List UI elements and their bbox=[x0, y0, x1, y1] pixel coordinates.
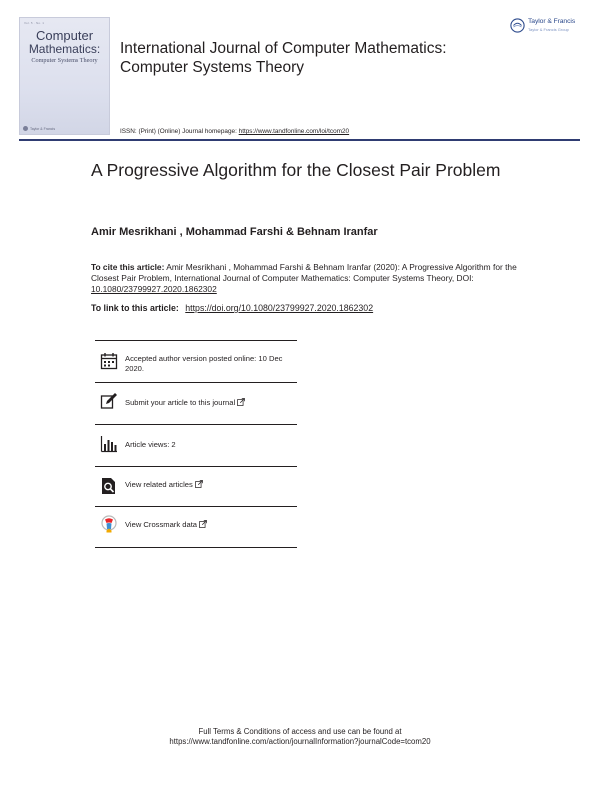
publisher-group: Taylor & Francis Group bbox=[528, 27, 569, 32]
publisher-logo[interactable] bbox=[510, 15, 586, 37]
article-authors: Amir Mesrikhani , Mohammad Farshi & Behnam Iranfar bbox=[91, 226, 378, 238]
publisher-name: Taylor & Francis bbox=[528, 18, 576, 25]
cover-publisher-logo-icon bbox=[23, 126, 28, 131]
citation-label: To cite this article: bbox=[91, 262, 165, 272]
cover-publisher-text: Taylor & Francis bbox=[30, 126, 56, 131]
article-doi-link[interactable]: https://doi.org/10.1080/23799927.2020.1862302 bbox=[185, 303, 374, 313]
submit-text[interactable] bbox=[125, 398, 295, 408]
footer-terms-text: Full Terms & Conditions of access and use can be found at bbox=[198, 727, 402, 736]
crossmark-label: View Crossmark data bbox=[125, 520, 198, 529]
accepted-text: Accepted author version posted online: 10 Dec 2020. bbox=[125, 354, 283, 373]
external-link-icon bbox=[199, 520, 207, 528]
footer bbox=[0, 727, 600, 747]
article-title: A Progressive Algorithm for the Closest Pair Problem bbox=[91, 160, 501, 180]
citation-doi-link[interactable]: 10.1080/23799927.2020.1862302 bbox=[91, 284, 217, 294]
journal-homepage-link[interactable]: https://www.tandfonline.com/loi/tcom20 bbox=[238, 128, 350, 135]
info-submit[interactable] bbox=[95, 383, 297, 425]
views-text: Article views: 2 bbox=[125, 440, 176, 449]
crossmark-icon bbox=[100, 515, 118, 533]
publisher-emblem-icon bbox=[510, 18, 525, 33]
citation-text: Amir Mesrikhani , Mohammad Farshi & Behnam Iranfar (2020): A Progressive Algorithm for the Closest Pair Problem, International Journal of Computer Mathematics: Computer Systems Theory, DOI: bbox=[91, 262, 517, 283]
edit-icon bbox=[100, 392, 118, 410]
crossmark-text[interactable] bbox=[125, 520, 295, 530]
footer-terms-link[interactable]: https://www.tandfonline.com/action/journalInformation?journalCode=tcom20 bbox=[169, 737, 431, 746]
issn-line bbox=[120, 128, 349, 135]
cover-title-line3: Computer Systems Theory bbox=[31, 57, 98, 64]
info-accepted bbox=[95, 341, 297, 383]
header-rule bbox=[19, 139, 580, 141]
external-link-icon bbox=[237, 398, 245, 406]
related-text[interactable] bbox=[125, 480, 295, 490]
info-crossmark[interactable] bbox=[95, 507, 297, 548]
calendar-icon bbox=[100, 352, 118, 370]
bar-chart-icon bbox=[100, 435, 118, 453]
external-link-icon bbox=[195, 480, 203, 488]
article-link-label: To link to this article: bbox=[91, 303, 182, 313]
cover-publisher bbox=[23, 126, 55, 131]
related-articles-icon bbox=[100, 477, 118, 495]
article-link-line bbox=[91, 303, 373, 313]
cover-title-line1: Computer bbox=[35, 28, 94, 43]
info-related[interactable] bbox=[95, 467, 297, 507]
submit-label: Submit your article to this journal bbox=[125, 398, 236, 407]
cover-volume-text: Vol. 5 · No. 1 bbox=[24, 21, 45, 25]
info-views bbox=[95, 425, 297, 467]
issn-text: ISSN: (Print) (Online) Journal homepage: bbox=[120, 128, 239, 135]
related-label: View related articles bbox=[125, 480, 193, 489]
journal-title: International Journal of Computer Mathematics: Computer Systems Theory bbox=[120, 40, 447, 76]
citation-block bbox=[91, 262, 521, 295]
journal-cover-image bbox=[19, 17, 110, 135]
cover-title-line2: Mathematics: bbox=[28, 42, 101, 56]
